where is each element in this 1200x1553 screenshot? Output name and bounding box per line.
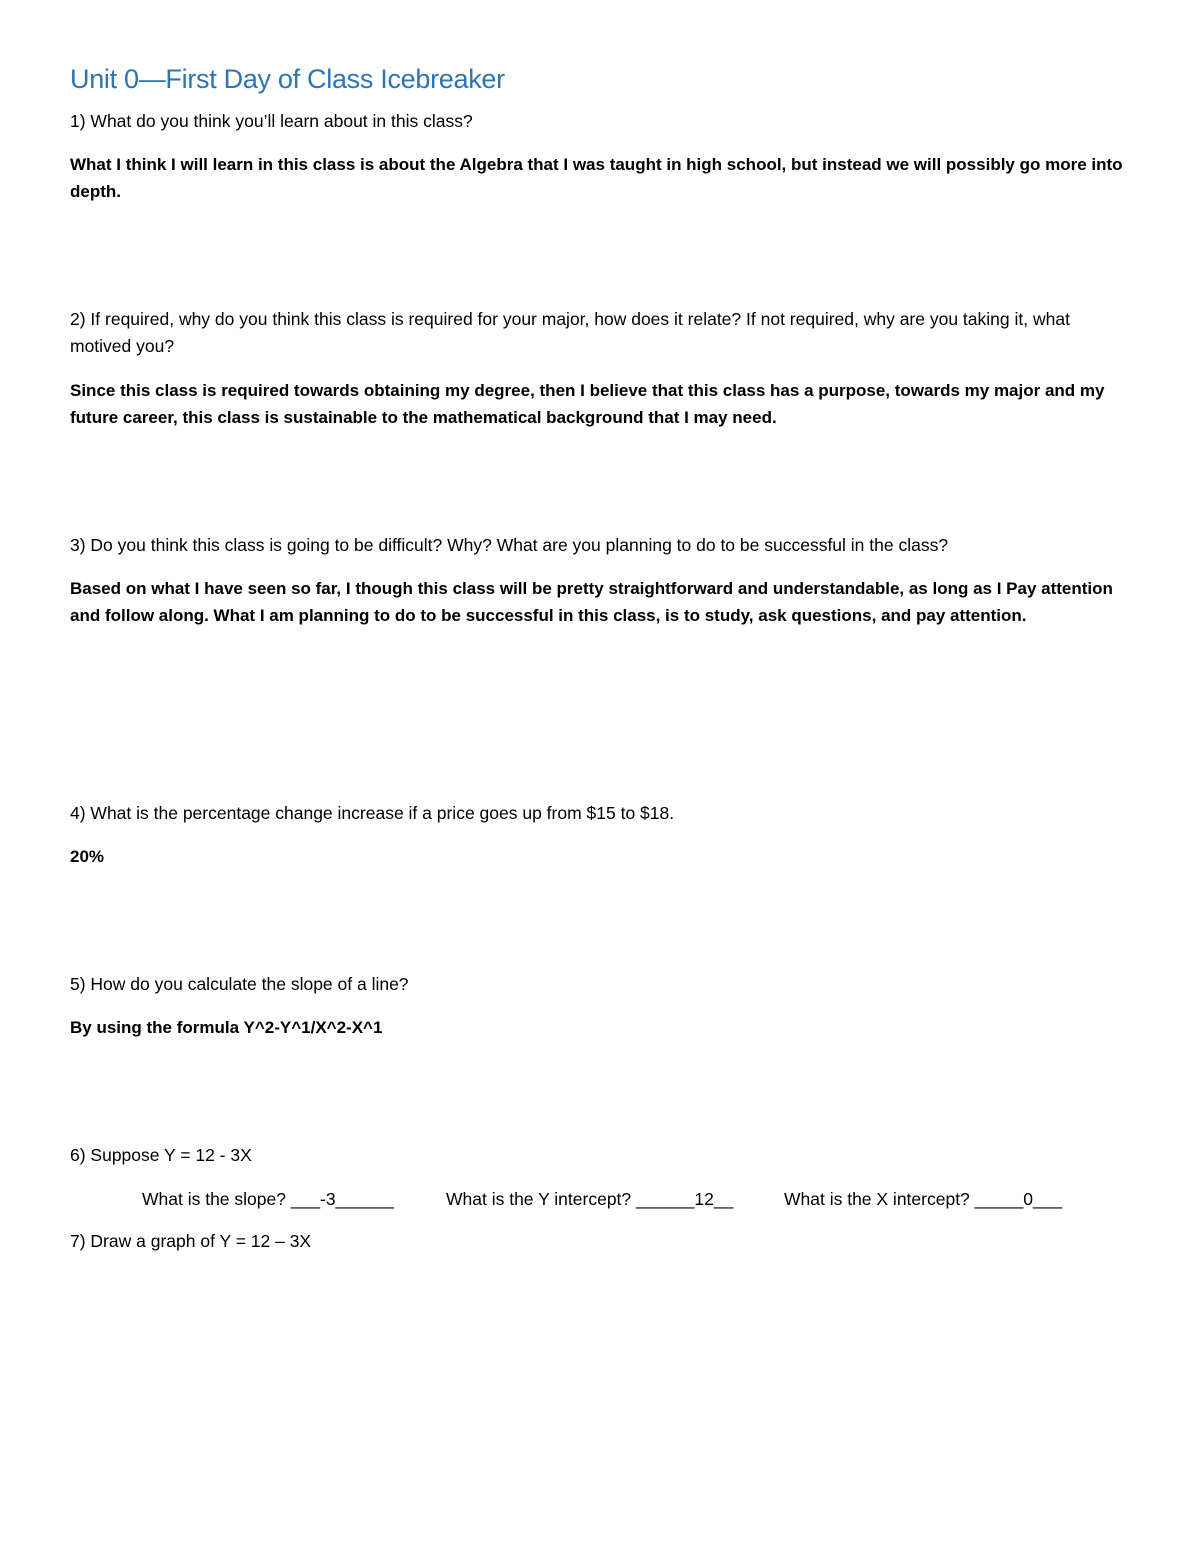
document-title: Unit 0—First Day of Class Icebreaker: [70, 64, 505, 94]
question-4-answer: 20%: [70, 847, 105, 866]
question-3-answer: Based on what I have seen so far, I though this class will be pretty straightforward and understandable, as long as I Pay attention and follow along. What I am planning to do to be successful in this class, is to study, ask questions, and pay attention.: [70, 579, 1113, 625]
question-4-prompt: 4) What is the percentage change increase if a price goes up from $15 to $18.: [70, 803, 675, 823]
question-1-prompt: 1) What do you think you’ll learn about in this class?: [70, 111, 473, 131]
question-2-prompt: 2) If required, why do you think this class is required for your major, how does it relate? If not required, why are you taking it, what motived you?: [70, 309, 1070, 356]
question-3-prompt: 3) Do you think this class is going to be difficult? Why? What are you planning to do to be successful in the class?: [70, 535, 949, 555]
question-5-prompt: 5) How do you calculate the slope of a line?: [70, 974, 409, 994]
question-1-answer: What I think I will learn in this class is about the Algebra that I was taught in high school, but instead we will possibly go more into depth.: [70, 155, 1123, 201]
question-2-answer: Since this class is required towards obtaining my degree, then I believe that this class has a purpose, towards my major and my future career, this class is sustainable to the mathematical background that I may need.: [70, 381, 1105, 427]
x-intercept-fill-in: What is the X intercept? _____0___: [784, 1189, 1063, 1209]
y-intercept-fill-in: What is the Y intercept? ______12__: [446, 1189, 734, 1209]
question-7-prompt: 7) Draw a graph of Y = 12 – 3X: [70, 1231, 312, 1251]
slope-fill-in: What is the slope? ___-3______: [142, 1189, 394, 1209]
question-5-answer: By using the formula Y^2-Y^1/X^2-X^1: [70, 1018, 383, 1037]
question-6-prompt: 6) Suppose Y = 12 - 3X: [70, 1145, 252, 1165]
